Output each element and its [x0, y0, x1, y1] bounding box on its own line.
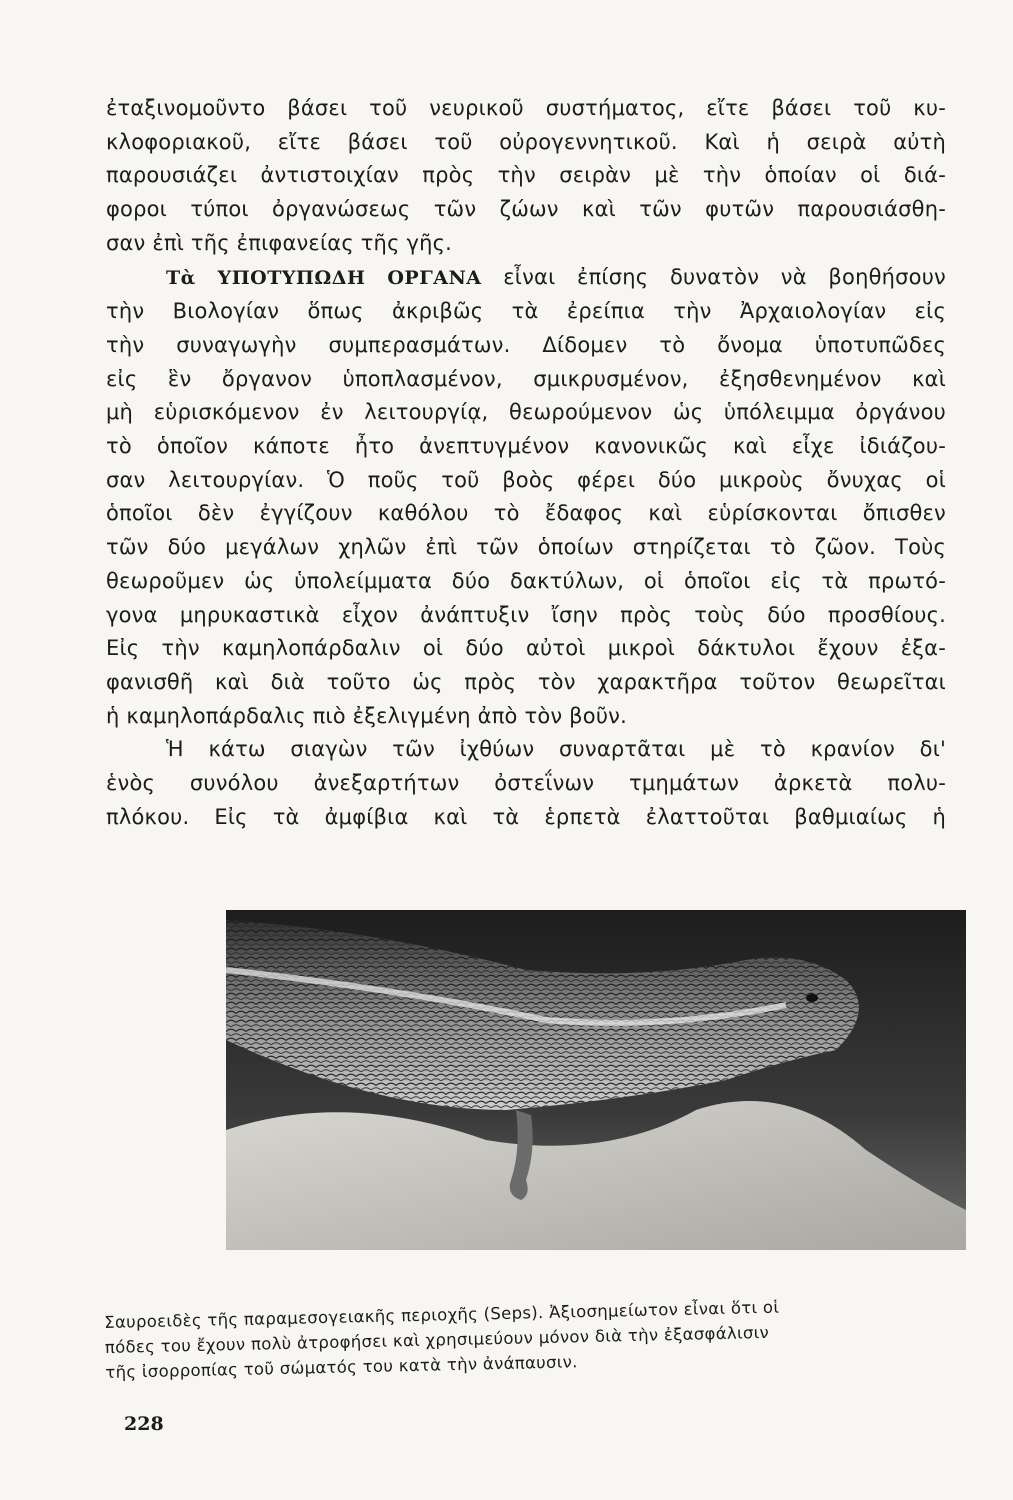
text-line: μὴ εὑρισκόμενον ἐν λειτουργίᾳ, θεωρούμενον ὡς ὑπόλειμμα ὀργάνου — [106, 400, 946, 425]
text-line: τὸ ὁποῖον κάποτε ἦτο ἀνεπτυγμένον κανονικῶς καὶ εἶχε ἰδιάζου- — [106, 434, 946, 459]
body-text — [106, 92, 946, 834]
text-line: τὴν Βιολογίαν ὅπως ἀκριβῶς τὰ ἐρείπια τὴν Ἀρχαιολογίαν εἰς — [106, 299, 946, 324]
caption-line: τῆς ἰσορροπίας τοῦ σώματός του κατὰ τὴν ἀνάπαυσιν. — [105, 1352, 578, 1382]
text-line: ἡ καμηλοπάρδαλις πιὸ ἐξελιγμένη ἀπὸ τὸν βοῦν. — [106, 703, 627, 728]
text-line: παρουσιάζει ἀντιστοιχίαν πρὸς τὴν σειρὰν μὲ τὴν ὁποίαν οἱ διά- — [106, 163, 946, 188]
caption-line: πόδες του ἔχουν πολὺ ἀτροφήσει καὶ χρησιμεύουν μόνον διὰ τὴν ἐξασφάλισιν — [104, 1322, 770, 1357]
text-line: τὴν συναγωγὴν συμπερασμάτων. Δίδομεν τὸ ὄνομα ὑποτυπῶδες — [106, 332, 946, 357]
text-line: θεωροῦμεν ὡς ὑπολείμματα δύο δακτύλων, οἱ ὁποῖοι εἰς τὰ πρωτό- — [106, 568, 946, 593]
text-line: γονα μηρυκαστικὰ εἶχον ἀνάπτυξιν ἴσην πρὸς τοὺς δύο προσθίους. — [106, 602, 946, 627]
text-line: φανισθῆ καὶ διὰ τοῦτο ὡς πρὸς τὸν χαρακτῆρα τοῦτον θεωρεῖται — [106, 669, 946, 694]
text-line: φοροι τύποι ὀργανώσεως τῶν ζώων καὶ τῶν φυτῶν παρουσιάσθη- — [106, 197, 946, 222]
heading-line-rest: εἶναι ἐπίσης δυνατὸν νὰ βοηθήσουν — [503, 264, 946, 289]
text-line: κλοφοριακοῦ, εἴτε βάσει τοῦ οὐρογεννητικοῦ. Καὶ ἡ σειρὰ αὐτὴ — [106, 129, 946, 154]
text-line: ἑνὸς συνόλου ἀνεξαρτήτων ὀστεΐνων τμημάτων ἀρκετὰ πολυ- — [106, 771, 946, 796]
text-line: Ἡ κάτω σιαγὼν τῶν ἰχθύων συναρτᾶται μὲ τὸ κρανίον δι' — [166, 737, 946, 762]
text-line: εἰς ἓν ὄργανον ὑποπλασμένον, σμικρυσμένον, ἐξησθενημένον καὶ — [106, 366, 946, 391]
text-line: Εἰς τὴν καμηλοπάρδαλιν οἱ δύο αὐτοὶ μικροὶ δάκτυλοι ἔχουν ἐξα- — [106, 636, 946, 661]
text-line: ἐταξινομοῦντο βάσει τοῦ νευρικοῦ συστήματος, εἴτε βάσει τοῦ κυ- — [106, 96, 946, 120]
text-line: σαν ἐπὶ τῆς ἐπιφανείας τῆς γῆς. — [106, 230, 453, 255]
text-line: σαν λειτουργίαν. Ὁ ποῦς τοῦ βοὸς φέρει δύο μικροὺς ὄνυχας οἱ — [106, 467, 946, 492]
figure-caption — [104, 1290, 975, 1385]
text-line: ὁποῖοι δὲν ἐγγίζουν καθόλου τὸ ἔδαφος καὶ εὑρίσκονται ὄπισθεν — [106, 501, 946, 526]
section-heading: Τὰ ΥΠΟΤΥΠΩΔΗ ΟΡΓΑΝΑ — [166, 266, 482, 289]
text-line: τῶν δύο μεγάλων χηλῶν ἐπὶ τῶν ὁποίων στηρίζεται τὸ ζῶον. Τοὺς — [106, 535, 946, 560]
section-heading-line — [106, 261, 946, 296]
page-number: 228 — [124, 1413, 164, 1435]
text-line: πλόκου. Εἰς τὰ ἀμφίβια καὶ τὰ ἑρπετὰ ἐλαττοῦται βαθμιαίως ἡ — [106, 804, 946, 829]
lizard-photograph — [226, 910, 966, 1250]
caption-line: Σαυροειδὲς τῆς παραμεσογειακῆς περιοχῆς (Seps). Ἀξιοσημείωτον εἶναι ὅτι οἱ — [104, 1297, 780, 1332]
lizard-illustration — [226, 910, 966, 1250]
